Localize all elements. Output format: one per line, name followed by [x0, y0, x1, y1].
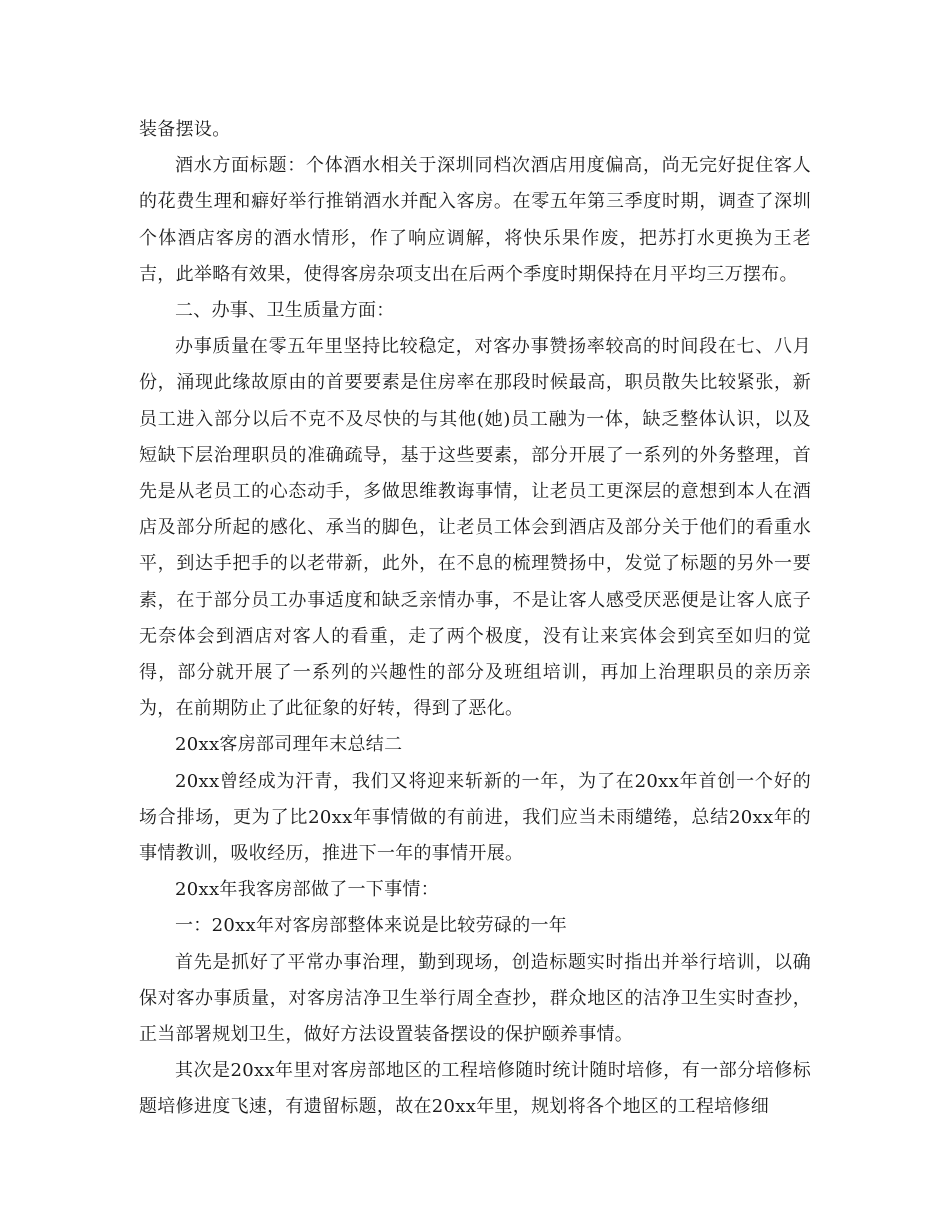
paragraph-6: 20xx曾经成为汗青，我们又将迎来斩新的一年，为了在20xx年首创一个好的场合排场，更为了比20xx年事情做的有前进，我们应当未雨缱绻，总结20xx年的事情教训，吸收经历，推进下一年的事情开展。 — [139, 770, 811, 865]
paragraph-2: 酒水方面标题：个体酒水相关于深圳同档次酒店用度偏高，尚无完好捉住客人的花费生理和癖好举行推销酒水并配入客房。在零五年第三季度时期，调查了深圳个体酒店客房的酒水情形，作了响应调解，将快乐果作废，把苏打水更换为王老吉，此举略有效果，使得客房杂项支出在后两个季度时期保持在月平均三万摆布。 — [139, 155, 811, 285]
paragraph-7: 20xx年我客房部做了一下事情： — [175, 879, 440, 901]
paragraph-9: 首先是抓好了平常办事治理，勤到现场，创造标题实时指出并举行培训，以确保对客办事质量，对客房洁净卫生举行周全查抄，群众地区的洁净卫生实时查抄，正当部署规划卫生，做好方法设置装备摆设的保护颐养事情。 — [139, 951, 811, 1046]
section-heading-service-hygiene: 二、办事、卫生质量方面： — [175, 300, 395, 322]
paragraph-10: 其次是20xx年里对客房部地区的工程培修随时统计随时培修，有一部分培修标题培修进度飞速，有遗留标题，故在20xx年里，规划将各个地区的工程培修细 — [139, 1060, 811, 1118]
list-heading-one: 一：20xx年对客房部整体来说是比较劳碌的一年 — [175, 915, 568, 937]
paragraph-4: 办事质量在零五年里坚持比较稳定，对客办事赞扬率较高的时间段在七、八月份，涌现此缘故原由的首要要素是住房率在那段时候最高，职员散失比较紧张，新员工进入部分以后不克不及尽快的与其他(她)员工融为一体，缺乏整体认识，以及短缺下层治理职员的准确疏导，基于这些要素，部分开展了一系列的外务整理，首先是从老员工的心态动手，多做思维教诲事情，让老员工更深层的意想到本人在酒店及部分所起的感化、承当的脚色，让老员工体会到酒店及部分关于他们的看重水平，到达手把手的以老带新，此外，在不息的梳理赞扬中，发觉了标题的另外一要素，在于部分员工办事适度和缺乏亲情办事，不是让客人感受厌恶便是让客人底子无奈体会到酒店对客人的看重，走了两个极度，没有让来宾体会到宾至如归的觉得，部分就开展了一系列的兴趣性的部分及班组培训，再加上治理职员的亲历亲为，在前期防止了此征象的好转，得到了恶化。 — [139, 336, 811, 720]
summary-title-two: 20xx客房部司理年末总结二 — [175, 734, 403, 756]
document-body — [139, 112, 811, 1126]
paragraph-1: 装备摆设。 — [139, 119, 231, 140]
